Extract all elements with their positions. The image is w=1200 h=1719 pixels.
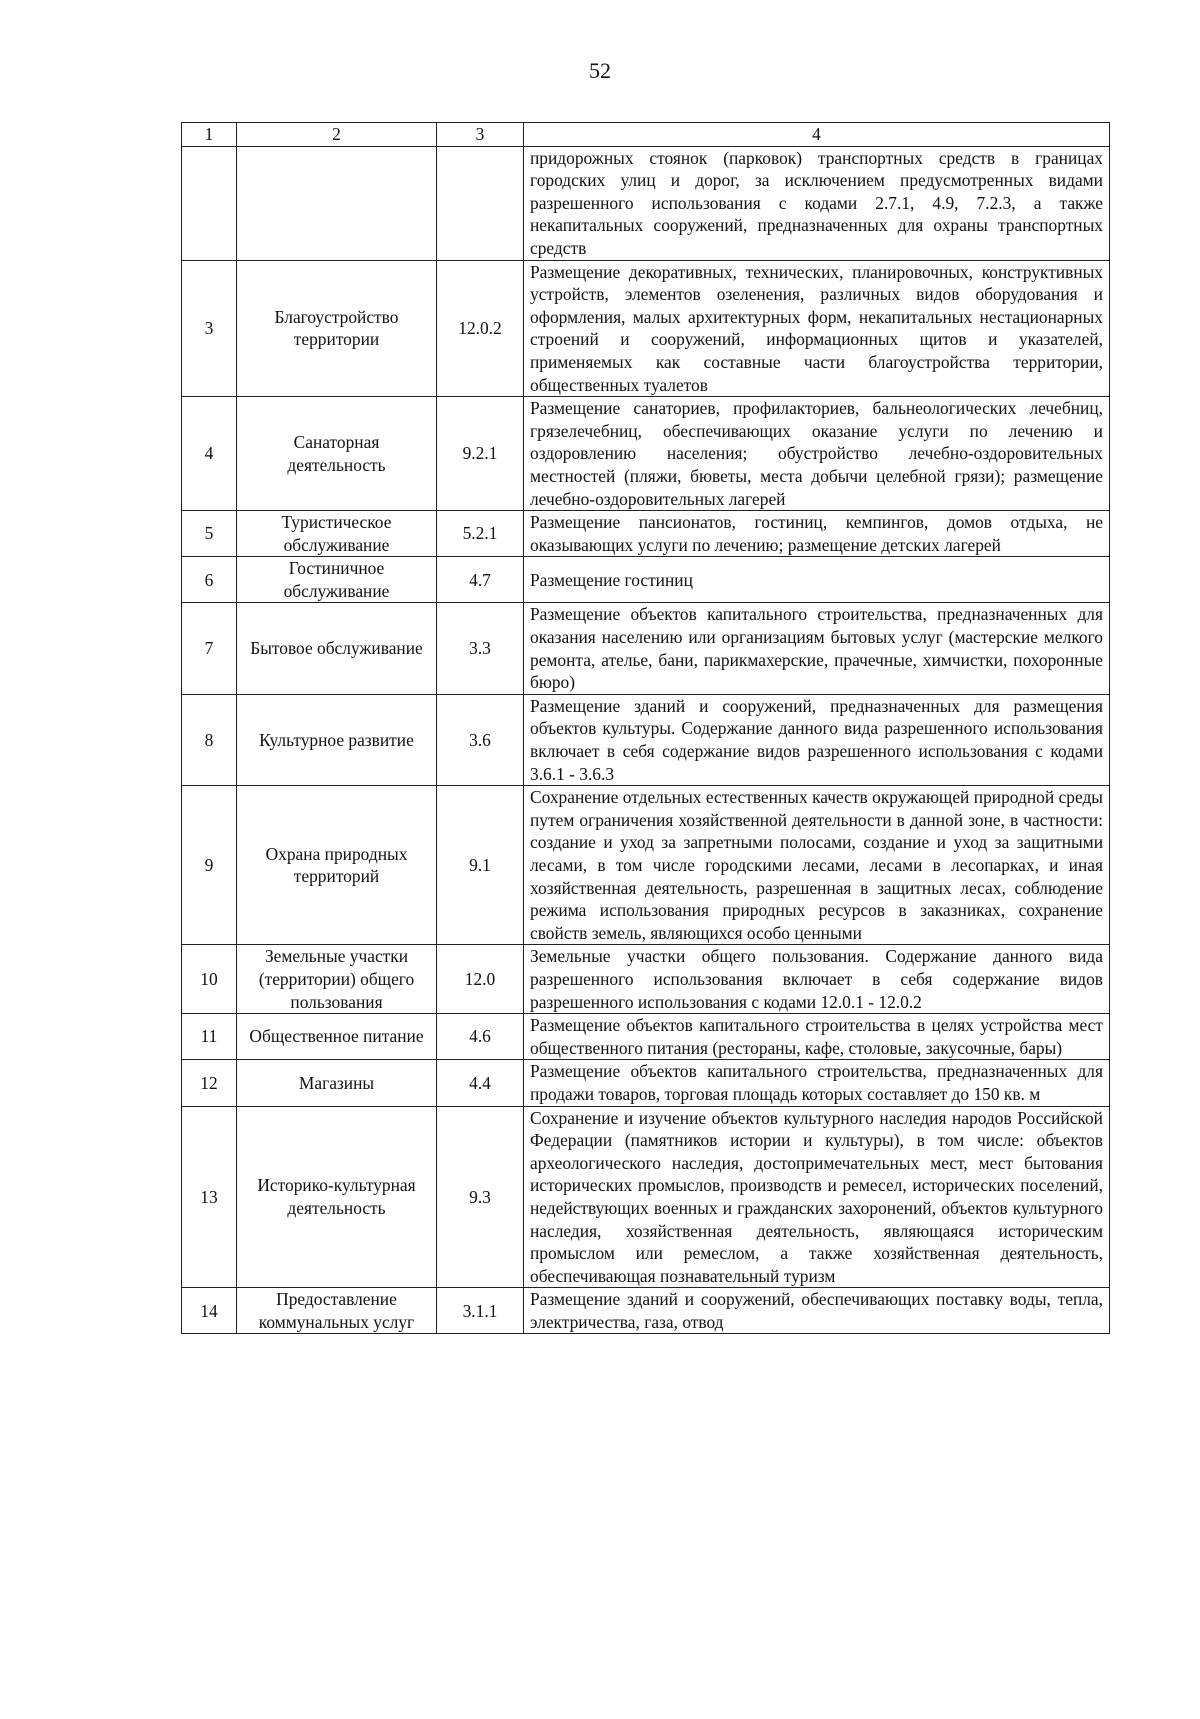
row-description: Размещение объектов капитального строительства, предназначенных для оказания населению или организациям бытовых услуг (мастерские мелкого ремонта, ателье, бани, парикмахерские, прачечные, химчистки, похоронные бюро): [524, 603, 1110, 694]
row-number: 4: [182, 397, 237, 511]
table-row: [182, 511, 1110, 557]
row-code: 12.0: [437, 945, 524, 1014]
row-number: 5: [182, 511, 237, 557]
row-code: 4.4: [437, 1060, 524, 1106]
row-name: Историко-культурная деятельность: [237, 1106, 437, 1288]
row-code: 3.3: [437, 603, 524, 694]
row-number: 14: [182, 1288, 237, 1334]
table-row: [182, 1060, 1110, 1106]
row-description: Размещение объектов капитального строительства в целях устройства мест общественного питания (рестораны, кафе, столовые, закусочные, бары): [524, 1014, 1110, 1060]
row-description: Размещение объектов капитального строительства, предназначенных для продажи товаров, торговая площадь которых составляет до 150 кв. м: [524, 1060, 1110, 1106]
row-code: 9.2.1: [437, 397, 524, 511]
row-description: придорожных стоянок (парковок) транспортных средств в границах городских улиц и дорог, за исключением предусмотренных видами разрешенного использования с кодами 2.7.1, 4.9, 7.2.3, а также некапитальных сооружений, предназначенных для охраны транспортных средств: [524, 146, 1110, 260]
table-row: [182, 786, 1110, 945]
row-description: Размещение зданий и сооружений, предназначенных для размещения объектов культуры. Содержание данного вида разрешенного использования включает в себя содержание видов разрешенного использования с кодами 3.6.1 - 3.6.3: [524, 694, 1110, 785]
row-name: Санаторная деятельность: [237, 397, 437, 511]
row-number: 11: [182, 1014, 237, 1060]
table-row: [182, 1106, 1110, 1288]
table-row: [182, 1014, 1110, 1060]
row-code: 9.3: [437, 1106, 524, 1288]
row-code: 5.2.1: [437, 511, 524, 557]
row-description: Сохранение отдельных естественных качеств окружающей природной среды путем ограничения хозяйственной деятельности в данной зоне, в частности: создание и уход за запретными полосами, создание и уход за защитными лесами, в том числе городскими лесами, лесами в лесопарках, и иная хозяйственная деятельность, разрешенная в защитных лесах, соблюдение режима использования природных ресурсов в заказниках, сохранение свойств земель, являющихся особо ценными: [524, 786, 1110, 945]
row-name: Гостиничное обслуживание: [237, 557, 437, 603]
row-number: 7: [182, 603, 237, 694]
header-col-1: 1: [182, 123, 237, 147]
row-number: 8: [182, 694, 237, 785]
row-code: 9.1: [437, 786, 524, 945]
table-row: [182, 146, 1110, 260]
table-row: [182, 945, 1110, 1014]
row-description: Сохранение и изучение объектов культурного наследия народов Российской Федерации (памятников истории и культуры), в том числе: объектов археологического наследия, достопримечательных мест, мест бытования исторических промыслов, производств и ремесел, исторических поселений, недействующих военных и гражданских захоронений, объектов культурного наследия, хозяйственная деятельность, являющаяся историческим промыслом или ремеслом, а также хозяйственная деятельность, обеспечивающая познавательный туризм: [524, 1106, 1110, 1288]
header-col-2: 2: [237, 123, 437, 147]
row-number: [182, 146, 237, 260]
header-col-4: 4: [524, 123, 1110, 147]
header-col-3: 3: [437, 123, 524, 147]
row-name: Культурное развитие: [237, 694, 437, 785]
row-code: 12.0.2: [437, 260, 524, 397]
row-name: Благоустройство территории: [237, 260, 437, 397]
row-number: 13: [182, 1106, 237, 1288]
row-number: 3: [182, 260, 237, 397]
table-header-row: [182, 123, 1110, 147]
row-number: 6: [182, 557, 237, 603]
row-description: Размещение санаториев, профилакториев, бальнеологических лечебниц, грязелечебниц, обеспечивающих оказание услуги по лечению и оздоровлению населения; обустройство лечебно-оздоровительных местностей (пляжи, бюветы, места добычи целебной грязи); размещение лечебно-оздоровительных лагерей: [524, 397, 1110, 511]
row-description: Размещение гостиниц: [524, 557, 1110, 603]
row-code: 3.6: [437, 694, 524, 785]
table-row: [182, 603, 1110, 694]
row-name: Охрана природных территорий: [237, 786, 437, 945]
table-row: [182, 397, 1110, 511]
page-number: 52: [589, 58, 611, 83]
row-description: Размещение пансионатов, гостиниц, кемпингов, домов отдыха, не оказывающих услуги по лечению; размещение детских лагерей: [524, 511, 1110, 557]
table-row: [182, 260, 1110, 397]
row-number: 9: [182, 786, 237, 945]
land-use-table: [181, 122, 1110, 1334]
row-number: 12: [182, 1060, 237, 1106]
row-name: Предоставление коммунальных услуг: [237, 1288, 437, 1334]
table-row: [182, 694, 1110, 785]
table-row: [182, 1288, 1110, 1334]
row-number: 10: [182, 945, 237, 1014]
row-description: Размещение декоративных, технических, планировочных, конструктивных устройств, элементов озеленения, различных видов оборудования и оформления, малых архитектурных форм, некапитальных нестационарных строений и сооружений, информационных щитов и указателей, применяемых как составные части благоустройства территории, общественных туалетов: [524, 260, 1110, 397]
row-name: Общественное питание: [237, 1014, 437, 1060]
row-description: Земельные участки общего пользования. Содержание данного вида разрешенного использования включает в себя содержание видов разрешенного использования с кодами 12.0.1 - 12.0.2: [524, 945, 1110, 1014]
row-code: 3.1.1: [437, 1288, 524, 1334]
row-name: [237, 146, 437, 260]
row-code: [437, 146, 524, 260]
row-name: Магазины: [237, 1060, 437, 1106]
row-name: Бытовое обслуживание: [237, 603, 437, 694]
row-name: Туристическое обслуживание: [237, 511, 437, 557]
row-code: 4.6: [437, 1014, 524, 1060]
row-code: 4.7: [437, 557, 524, 603]
table-row: [182, 557, 1110, 603]
row-name: Земельные участки (территории) общего пользования: [237, 945, 437, 1014]
row-description: Размещение зданий и сооружений, обеспечивающих поставку воды, тепла, электричества, газа, отвод: [524, 1288, 1110, 1334]
